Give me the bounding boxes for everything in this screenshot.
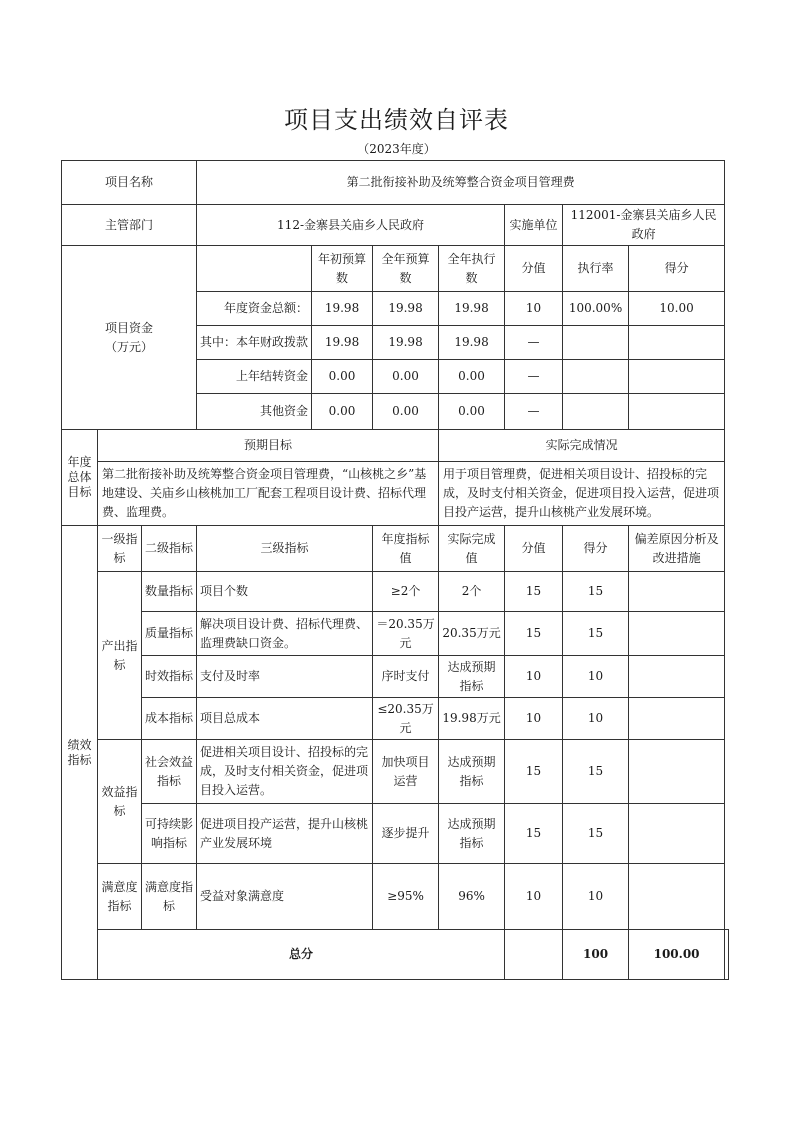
funds-cell — [563, 360, 629, 394]
total-value: 100 — [563, 930, 629, 980]
project-name-row — [62, 161, 729, 205]
funds-cell: 19.98 — [312, 326, 373, 360]
perf-target: 序时支付 — [373, 656, 439, 698]
perf-score-value: 10 — [505, 656, 563, 698]
perf-score: 10 — [563, 698, 629, 740]
perf-header-l2: 二级指标 — [142, 526, 197, 572]
perf-target: ＝20.35万元 — [373, 612, 439, 656]
perf-row — [62, 804, 729, 864]
funds-cell: — — [505, 326, 563, 360]
funds-cell: — — [505, 360, 563, 394]
perf-score: 10 — [563, 656, 629, 698]
funds-unit: （万元） — [105, 339, 154, 354]
perf-score-value: 10 — [505, 864, 563, 930]
perf-l2: 质量指标 — [142, 612, 197, 656]
impl-label: 实施单位 — [505, 205, 563, 246]
perf-actual: 2个 — [439, 572, 505, 612]
perf-score-value: 15 — [505, 572, 563, 612]
total-blank — [505, 930, 563, 980]
perf-l2: 数量指标 — [142, 572, 197, 612]
perf-l2: 可持续影响指标 — [142, 804, 197, 864]
perf-l3: 项目个数 — [197, 572, 373, 612]
funds-cell: 0.00 — [312, 394, 373, 430]
goals-actual-header: 实际完成情况 — [439, 430, 725, 462]
perf-actual: 19.98万元 — [439, 698, 505, 740]
perf-note — [629, 612, 725, 656]
perf-header-actual: 实际完成值 — [439, 526, 505, 572]
perf-row — [62, 740, 729, 804]
total-note — [725, 930, 729, 980]
perf-target: ≥2个 — [373, 572, 439, 612]
total-label: 总分 — [98, 930, 505, 980]
goals-expected-text: 第二批衔接补助及统筹整合资金项目管理费，“山核桃之乡”基地建设、关庙乡山核桃加工厂配套工程项目设计费、招标代理费、监理费。 — [98, 462, 439, 526]
perf-row — [62, 698, 729, 740]
perf-header-l1: 一级指标 — [98, 526, 142, 572]
perf-score: 10 — [563, 864, 629, 930]
project-name-value: 第二批衔接补助及统筹整合资金项目管理费 — [197, 161, 725, 205]
perf-score-value: 10 — [505, 698, 563, 740]
perf-note — [629, 698, 725, 740]
funds-header-annual: 全年预算数 — [373, 246, 439, 292]
perf-l3: 支付及时率 — [197, 656, 373, 698]
funds-cell — [629, 360, 725, 394]
report-year: （2023年度） — [357, 142, 436, 156]
funds-cell: 10.00 — [629, 292, 725, 326]
perf-l2: 社会效益指标 — [142, 740, 197, 804]
goals-expected-header: 预期目标 — [98, 430, 439, 462]
funds-header-score-value: 分值 — [505, 246, 563, 292]
funds-cell — [563, 326, 629, 360]
perf-header-target: 年度指标值 — [373, 526, 439, 572]
perf-l3: 促进项目投产运营，提升山核桃产业发展环境 — [197, 804, 373, 864]
perf-target: 逐步提升 — [373, 804, 439, 864]
funds-cell: — — [505, 394, 563, 430]
funds-label-text: 项目资金 — [105, 320, 154, 335]
funds-header-blank — [197, 246, 312, 292]
impl-value: 112001-金寨县关庙乡人民政府 — [563, 205, 725, 246]
perf-l2: 成本指标 — [142, 698, 197, 740]
funds-cell: 19.98 — [373, 326, 439, 360]
funds-header-score: 得分 — [629, 246, 725, 292]
perf-row — [62, 612, 729, 656]
perf-score: 15 — [563, 572, 629, 612]
funds-header-initial: 年初预算数 — [312, 246, 373, 292]
perf-note — [629, 572, 725, 612]
funds-cell: 100.00% — [563, 292, 629, 326]
evaluation-table — [61, 160, 729, 980]
perf-l3: 项目总成本 — [197, 698, 373, 740]
perf-header-row — [62, 526, 729, 572]
perf-actual: 达成预期指标 — [439, 804, 505, 864]
funds-row-label: 其中：本年财政拨款 — [197, 326, 312, 360]
perf-score: 15 — [563, 740, 629, 804]
total-row — [62, 930, 729, 980]
funds-cell — [563, 394, 629, 430]
funds-label — [62, 246, 197, 430]
goals-header-row — [62, 430, 729, 462]
funds-cell — [629, 394, 725, 430]
goals-label-text: 年度总体目标 — [67, 455, 92, 499]
perf-label — [62, 526, 98, 980]
perf-actual: 96% — [439, 864, 505, 930]
perf-score: 15 — [563, 612, 629, 656]
funds-header-rate: 执行率 — [563, 246, 629, 292]
perf-note — [629, 740, 725, 804]
perf-target: 加快项目运营 — [373, 740, 439, 804]
perf-note — [629, 804, 725, 864]
total-score: 100.00 — [629, 930, 725, 980]
perf-actual: 达成预期指标 — [439, 740, 505, 804]
perf-actual: 达成预期指标 — [439, 656, 505, 698]
group-satisfaction: 满意度指标 — [98, 864, 142, 930]
funds-cell: 19.98 — [373, 292, 439, 326]
funds-cell: 19.98 — [439, 326, 505, 360]
dept-value: 112-金寨县关庙乡人民政府 — [197, 205, 505, 246]
funds-cell: 0.00 — [373, 394, 439, 430]
perf-actual: 20.35万元 — [439, 612, 505, 656]
page-title: 项目支出绩效自评表 — [284, 106, 509, 134]
perf-score-value: 15 — [505, 804, 563, 864]
funds-cell — [629, 326, 725, 360]
dept-label: 主管部门 — [62, 205, 197, 246]
perf-note — [629, 656, 725, 698]
perf-score: 15 — [563, 804, 629, 864]
funds-cell: 0.00 — [312, 360, 373, 394]
perf-l3: 解决项目设计费、招标代理费、监理费缺口资金。 — [197, 612, 373, 656]
perf-header-note: 偏差原因分析及改进措施 — [629, 526, 725, 572]
funds-cell: 0.00 — [439, 360, 505, 394]
perf-label-text: 绩效指标 — [67, 737, 92, 767]
perf-l3: 受益对象满意度 — [197, 864, 373, 930]
funds-row-label: 其他资金 — [197, 394, 312, 430]
perf-score-value: 15 — [505, 612, 563, 656]
perf-header-score: 得分 — [563, 526, 629, 572]
funds-row-label: 上年结转资金 — [197, 360, 312, 394]
perf-header-score-value: 分值 — [505, 526, 563, 572]
department-row — [62, 205, 729, 246]
project-name-label: 项目名称 — [62, 161, 197, 205]
perf-target: ≥95% — [373, 864, 439, 930]
perf-l3: 促进相关项目设计、招投标的完成，及时支付相关资金，促进项目投入运营。 — [197, 740, 373, 804]
perf-row — [62, 864, 729, 930]
funds-header-row — [62, 246, 729, 292]
perf-target: ≤20.35万元 — [373, 698, 439, 740]
perf-l2: 满意度指标 — [142, 864, 197, 930]
perf-header-l3: 三级指标 — [197, 526, 373, 572]
group-benefit: 效益指标 — [98, 740, 142, 864]
funds-cell: 19.98 — [312, 292, 373, 326]
funds-header-executed: 全年执行数 — [439, 246, 505, 292]
funds-cell: 19.98 — [439, 292, 505, 326]
funds-row-label: 年度资金总额： — [197, 292, 312, 326]
perf-note — [629, 864, 725, 930]
goals-actual-text: 用于项目管理费，促进相关项目设计、招投标的完成，及时支付相关资金，促进项目投入运营，促进项目投产运营，提升山核桃产业发展环境。 — [439, 462, 725, 526]
funds-cell: 0.00 — [373, 360, 439, 394]
perf-score-value: 15 — [505, 740, 563, 804]
group-output: 产出指标 — [98, 572, 142, 740]
goals-content-row — [62, 462, 729, 526]
goals-label — [62, 430, 98, 526]
funds-cell: 10 — [505, 292, 563, 326]
perf-row — [62, 656, 729, 698]
perf-l2: 时效指标 — [142, 656, 197, 698]
perf-row — [62, 572, 729, 612]
funds-cell: 0.00 — [439, 394, 505, 430]
